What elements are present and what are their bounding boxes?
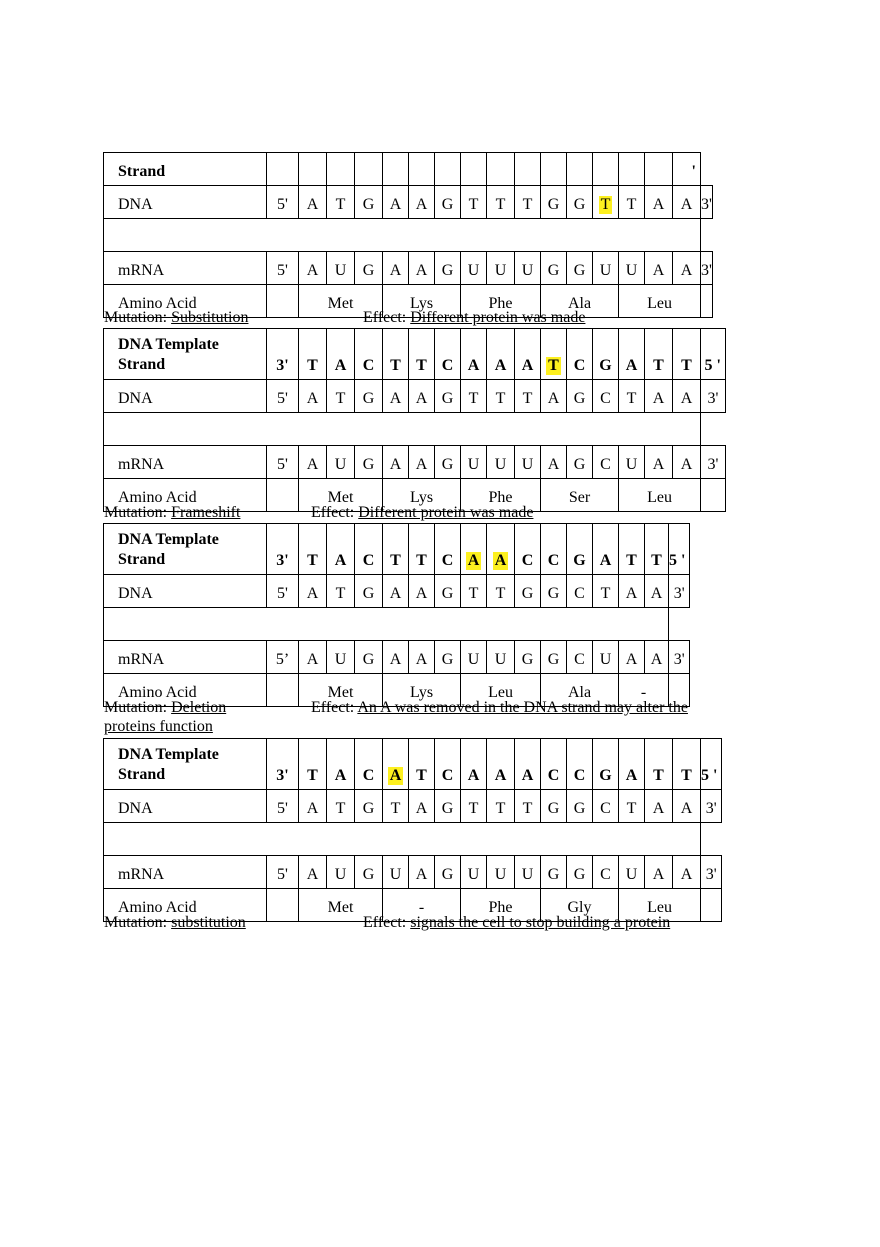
nucleotide: T: [619, 380, 645, 413]
amino-acid: Phe: [461, 889, 541, 922]
nucleotide: G: [355, 575, 383, 608]
nucleotide: G: [435, 790, 461, 823]
nucleotide: A: [299, 380, 327, 413]
nucleotide: G: [355, 446, 383, 479]
nucleotide: A: [383, 575, 409, 608]
row-label: DNA: [104, 790, 267, 823]
strand-end: 3': [701, 446, 726, 479]
nucleotide: C: [567, 739, 593, 790]
nucleotide: A: [409, 790, 435, 823]
nucleotide: G: [567, 790, 593, 823]
nucleotide: G: [541, 856, 567, 889]
nucleotide: T: [515, 790, 541, 823]
nucleotide: U: [487, 641, 515, 674]
strand-end: 3': [701, 252, 713, 285]
nucleotide: U: [593, 641, 619, 674]
mutation-caption: Mutation: Frameshift: [104, 504, 241, 521]
row-label: DNA: [104, 575, 267, 608]
nucleotide: G: [541, 790, 567, 823]
amino-acid: Met: [299, 674, 383, 707]
nucleotide: T: [673, 739, 701, 790]
strand-end: 5 ': [669, 524, 690, 575]
nucleotide: A: [409, 380, 435, 413]
effect-text: Different protein was made: [410, 309, 586, 326]
nucleotide: A: [299, 446, 327, 479]
nucleotide: A: [383, 252, 409, 285]
nucleotide: G: [541, 641, 567, 674]
nucleotide: C: [435, 329, 461, 380]
amino-acid: Met: [299, 889, 383, 922]
nucleotide: G: [541, 575, 567, 608]
nucleotide-highlighted: T: [541, 329, 567, 380]
nucleotide: U: [327, 641, 355, 674]
amino-acid: -: [619, 674, 669, 707]
nucleotide: U: [487, 446, 515, 479]
nucleotide: G: [355, 641, 383, 674]
dna-table: [103, 738, 722, 922]
blank-row: [104, 413, 726, 446]
amino-acid: Met: [299, 285, 383, 318]
nucleotide: A: [515, 739, 541, 790]
nucleotide: U: [461, 446, 487, 479]
strand-start: 5': [267, 790, 299, 823]
amino-acid: Met: [299, 479, 383, 512]
nucleotide: U: [593, 252, 619, 285]
amino-acid: Leu: [461, 674, 541, 707]
dna-row: [104, 380, 726, 413]
nucleotide: A: [327, 739, 355, 790]
template-strand-row: [104, 329, 726, 380]
strand-start: 3': [267, 329, 299, 380]
nucleotide: A: [645, 186, 673, 219]
nucleotide: U: [461, 641, 487, 674]
nucleotide: C: [593, 790, 619, 823]
nucleotide: G: [435, 641, 461, 674]
nucleotide: G: [355, 856, 383, 889]
amino-acid: Ala: [541, 674, 619, 707]
mrna-row: [104, 641, 690, 674]
row-label: DNA Template Strand: [104, 739, 267, 790]
strand-end: 5 ': [701, 329, 726, 380]
mutation-type: Deletion: [171, 699, 227, 716]
amino-acid: Phe: [461, 479, 541, 512]
row-label: DNA: [104, 380, 267, 413]
row-label: mRNA: [104, 252, 267, 285]
nucleotide: A: [673, 790, 701, 823]
row-label: mRNA: [104, 446, 267, 479]
nucleotide: T: [461, 186, 487, 219]
nucleotide: A: [673, 380, 701, 413]
dna-table: [103, 152, 713, 318]
strand-start: 3': [267, 524, 299, 575]
mutation-type: Substitution: [171, 309, 249, 326]
mutation-table-3: [103, 523, 690, 707]
nucleotide: A: [409, 186, 435, 219]
mrna-row: [104, 856, 722, 889]
nucleotide: T: [409, 524, 435, 575]
mrna-row: [104, 252, 713, 285]
amino-acid: Leu: [619, 479, 701, 512]
nucleotide: U: [487, 856, 515, 889]
nucleotide: T: [461, 575, 487, 608]
nucleotide: A: [619, 739, 645, 790]
nucleotide: A: [299, 641, 327, 674]
nucleotide: A: [645, 856, 673, 889]
strand-start: 5': [267, 856, 299, 889]
row-label: DNA Template Strand: [104, 329, 267, 380]
nucleotide: A: [515, 329, 541, 380]
amino-acid: -: [383, 889, 461, 922]
nucleotide: T: [593, 575, 619, 608]
amino-acid: Lys: [383, 479, 461, 512]
nucleotide: G: [541, 186, 567, 219]
nucleotide: C: [567, 641, 593, 674]
strand-start: 5': [267, 575, 299, 608]
nucleotide: G: [355, 186, 383, 219]
strand-start: 5': [267, 186, 299, 219]
nucleotide: U: [327, 856, 355, 889]
nucleotide: U: [461, 856, 487, 889]
nucleotide: U: [619, 856, 645, 889]
nucleotide: U: [383, 856, 409, 889]
nucleotide: T: [383, 524, 409, 575]
nucleotide: T: [487, 186, 515, 219]
effect-caption: Effect: Different protein was made: [363, 309, 586, 326]
nucleotide: A: [383, 380, 409, 413]
nucleotide: C: [593, 856, 619, 889]
amino-acid: Leu: [619, 889, 701, 922]
strand-start: 3': [267, 739, 299, 790]
nucleotide: T: [619, 790, 645, 823]
nucleotide: A: [645, 641, 669, 674]
nucleotide: T: [409, 329, 435, 380]
nucleotide: A: [327, 329, 355, 380]
nucleotide: U: [327, 252, 355, 285]
nucleotide: C: [355, 329, 383, 380]
nucleotide: T: [327, 790, 355, 823]
template-strand-row: [104, 739, 722, 790]
mrna-row: [104, 446, 726, 479]
nucleotide: A: [383, 446, 409, 479]
nucleotide-highlighted: A: [461, 524, 487, 575]
template-strand-row: [104, 153, 713, 186]
nucleotide: A: [673, 446, 701, 479]
nucleotide: G: [355, 380, 383, 413]
blank-row: [104, 823, 722, 856]
nucleotide: T: [409, 739, 435, 790]
nucleotide: T: [299, 329, 327, 380]
nucleotide: C: [567, 329, 593, 380]
dna-row: [104, 790, 722, 823]
row-label: Amino Acid: [104, 674, 267, 707]
nucleotide: U: [515, 446, 541, 479]
nucleotide: G: [435, 252, 461, 285]
nucleotide: A: [487, 739, 515, 790]
nucleotide: G: [567, 524, 593, 575]
mutation-type: substitution: [171, 914, 246, 931]
nucleotide: A: [461, 739, 487, 790]
strand-start: 5': [267, 252, 299, 285]
nucleotide-highlighted: A: [487, 524, 515, 575]
nucleotide: A: [645, 252, 673, 285]
nucleotide: T: [645, 524, 669, 575]
nucleotide: T: [299, 524, 327, 575]
row-label: Strand: [104, 153, 267, 186]
row-label: DNA Template Strand: [104, 524, 267, 575]
nucleotide: A: [673, 856, 701, 889]
mutation-caption: Mutation: Substitution: [104, 309, 249, 326]
nucleotide: A: [299, 186, 327, 219]
nucleotide: C: [567, 575, 593, 608]
nucleotide: T: [383, 790, 409, 823]
effect-text: Different protein was made: [358, 504, 534, 521]
amino-acid: Leu: [619, 285, 701, 318]
nucleotide: A: [409, 252, 435, 285]
nucleotide: G: [435, 186, 461, 219]
nucleotide: T: [619, 524, 645, 575]
nucleotide: C: [355, 524, 383, 575]
nucleotide: U: [327, 446, 355, 479]
nucleotide: T: [327, 186, 355, 219]
nucleotide: A: [383, 641, 409, 674]
nucleotide: A: [541, 380, 567, 413]
nucleotide: C: [541, 524, 567, 575]
dna-table: [103, 328, 726, 512]
effect-caption-continued: proteins function: [104, 718, 213, 735]
dna-row: [104, 575, 690, 608]
mutation-table-2: [103, 328, 726, 512]
nucleotide: G: [435, 575, 461, 608]
nucleotide: C: [593, 380, 619, 413]
nucleotide: A: [619, 329, 645, 380]
mutation-type: Frameshift: [171, 504, 241, 521]
strand-end: 3': [701, 856, 722, 889]
nucleotide-highlighted: A: [383, 739, 409, 790]
nucleotide: T: [383, 329, 409, 380]
nucleotide: T: [645, 329, 673, 380]
nucleotide: A: [383, 186, 409, 219]
nucleotide: U: [619, 446, 645, 479]
nucleotide: C: [435, 739, 461, 790]
effect-caption: Effect: An A was removed in the DNA strand may alter the: [311, 699, 688, 716]
amino-acid: Phe: [461, 285, 541, 318]
nucleotide: T: [461, 790, 487, 823]
nucleotide: G: [567, 186, 593, 219]
dna-table: [103, 523, 690, 707]
strand-start: 5': [267, 446, 299, 479]
nucleotide: U: [487, 252, 515, 285]
nucleotide: G: [593, 739, 619, 790]
nucleotide: T: [327, 380, 355, 413]
effect-caption: Effect: Different protein was made: [311, 504, 534, 521]
strand-end: 3': [701, 186, 713, 219]
strand-end: 3': [701, 380, 726, 413]
row-label: DNA: [104, 186, 267, 219]
amino-acid: Lys: [383, 674, 461, 707]
nucleotide: A: [487, 329, 515, 380]
nucleotide: T: [515, 380, 541, 413]
strand-end: 3': [669, 641, 690, 674]
nucleotide: C: [541, 739, 567, 790]
dna-row: [104, 186, 713, 219]
strand-end: ': [673, 153, 701, 186]
nucleotide: G: [567, 446, 593, 479]
nucleotide: G: [567, 380, 593, 413]
nucleotide: T: [487, 380, 515, 413]
nucleotide: U: [619, 252, 645, 285]
mutation-caption: Mutation: Deletion: [104, 699, 227, 716]
nucleotide: G: [435, 380, 461, 413]
nucleotide: T: [461, 380, 487, 413]
nucleotide: A: [673, 252, 701, 285]
nucleotide: A: [619, 641, 645, 674]
effect-text: An A was removed in the DNA strand may alter the: [357, 699, 688, 716]
amino-acid: Gly: [541, 889, 619, 922]
nucleotide: A: [299, 790, 327, 823]
nucleotide: G: [355, 790, 383, 823]
nucleotide: A: [673, 186, 701, 219]
blank-row: [104, 219, 713, 252]
nucleotide: A: [299, 575, 327, 608]
strand-end: 5 ': [701, 739, 722, 790]
nucleotide: A: [409, 575, 435, 608]
nucleotide: A: [645, 575, 669, 608]
row-label: mRNA: [104, 641, 267, 674]
nucleotide: A: [593, 524, 619, 575]
nucleotide: U: [515, 856, 541, 889]
amino-acid: Ala: [541, 285, 619, 318]
blank-row: [104, 608, 690, 641]
nucleotide: T: [487, 575, 515, 608]
nucleotide: G: [515, 641, 541, 674]
nucleotide: G: [541, 252, 567, 285]
nucleotide: T: [673, 329, 701, 380]
nucleotide: A: [299, 252, 327, 285]
mutation-caption: Mutation: substitution: [104, 914, 246, 931]
nucleotide: A: [461, 329, 487, 380]
nucleotide: T: [515, 186, 541, 219]
nucleotide: A: [409, 856, 435, 889]
nucleotide: T: [619, 186, 645, 219]
nucleotide: A: [409, 446, 435, 479]
nucleotide: U: [515, 252, 541, 285]
nucleotide: T: [487, 790, 515, 823]
strand-start: 5’: [267, 641, 299, 674]
row-label: Amino Acid: [104, 479, 267, 512]
nucleotide: A: [645, 790, 673, 823]
nucleotide: G: [567, 856, 593, 889]
nucleotide: A: [327, 524, 355, 575]
nucleotide: G: [355, 252, 383, 285]
nucleotide: C: [593, 446, 619, 479]
strand-end: 3': [669, 575, 690, 608]
mutation-table-1: [103, 152, 713, 318]
nucleotide: T: [299, 739, 327, 790]
amino-acid: Ser: [541, 479, 619, 512]
nucleotide: G: [435, 856, 461, 889]
amino-acid: Lys: [383, 285, 461, 318]
row-label: Amino Acid: [104, 889, 267, 922]
nucleotide: C: [515, 524, 541, 575]
nucleotide: G: [567, 252, 593, 285]
nucleotide: G: [593, 329, 619, 380]
nucleotide: C: [355, 739, 383, 790]
nucleotide: A: [619, 575, 645, 608]
template-strand-row: [104, 524, 690, 575]
nucleotide: T: [327, 575, 355, 608]
strand-start: 5': [267, 380, 299, 413]
nucleotide: A: [645, 446, 673, 479]
nucleotide: A: [299, 856, 327, 889]
nucleotide: U: [461, 252, 487, 285]
nucleotide: T: [645, 739, 673, 790]
effect-caption: Effect: signals the cell to stop building a protein: [363, 914, 671, 931]
effect-text: signals the cell to stop building a protein: [410, 914, 671, 931]
nucleotide: G: [435, 446, 461, 479]
nucleotide: G: [515, 575, 541, 608]
strand-end: 3': [701, 790, 722, 823]
nucleotide: C: [435, 524, 461, 575]
mutation-table-4: [103, 738, 722, 922]
nucleotide: A: [409, 641, 435, 674]
nucleotide-highlighted: T: [593, 186, 619, 219]
row-label: Amino Acid: [104, 285, 267, 318]
nucleotide: A: [645, 380, 673, 413]
row-label: mRNA: [104, 856, 267, 889]
nucleotide: A: [541, 446, 567, 479]
